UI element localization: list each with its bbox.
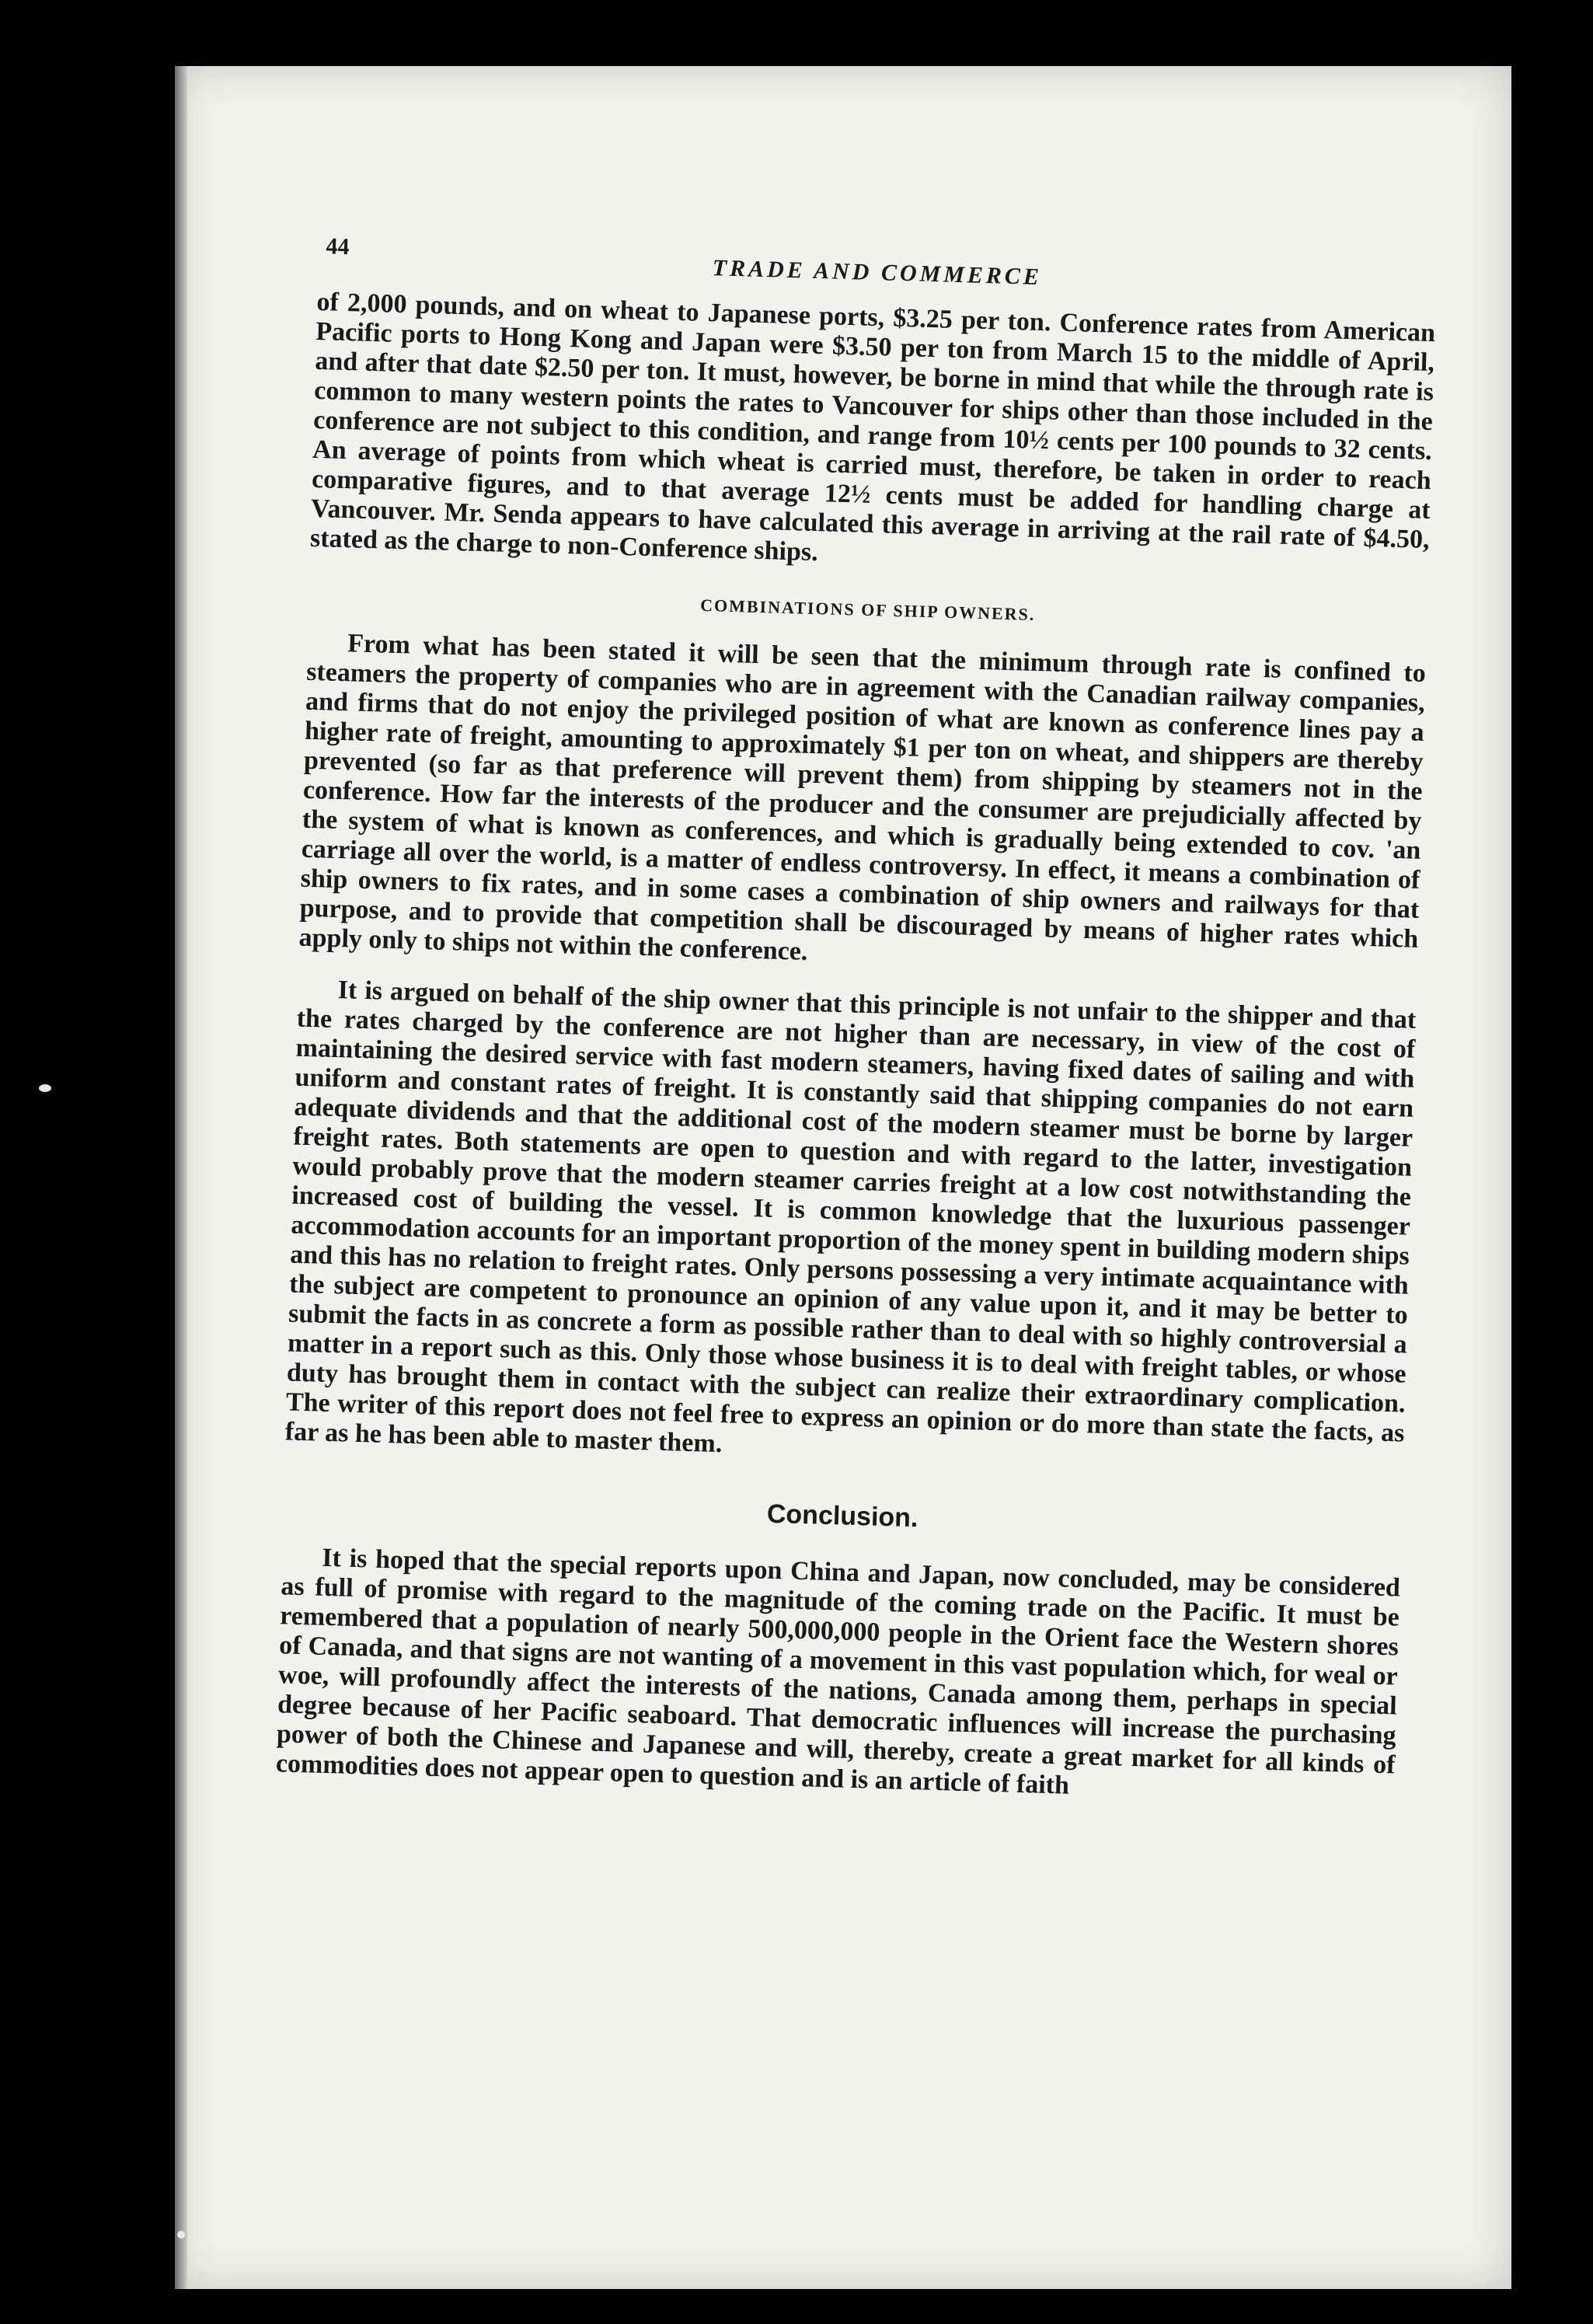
page-content: [275, 233, 1437, 1809]
scan-speck: [39, 1084, 51, 1092]
paragraph-1: of 2,000 pounds, and on wheat to Japanese ports, $3.25 per ton. Conference rates from American Pacific ports to Hong Kong and Japan were $3.50 per ton from March 15 to the middle of April, and after that date $2.50 per ton. It must, however, be borne in mind that while the through rate is common to many western points the rates to Vancouver for ships other than those included in the conference are not subject to this condition, and range from 10½ cents per 100 pounds to 32 cents. An average of points from which wheat is carried must, therefore, be taken in order to reach comparative figures, and to that average 12½ cents must be added for handling charge at Vancouver. Mr. Senda appears to have calculated this average in arriving at the rail rate of $4.50, stated as the charge to non-Conference ships.: [309, 287, 1436, 567]
paragraph-3: It is argued on behalf of the ship owner that this principle is not unfair to the shipper and that the rates charged by the conference are not higher than are necessary, in view of the cost of maintaining the desired service with fast modern steamers, having fixed dates of sailing and with uniform and constant rates of freight. It is constantly said that shipping companies do not earn adequate dividends and that the additional cost of the modern steamer must be borne by larger freight rates. Both statements are open to question and with regard to the latter, investigation would probably prove that the modern steamer carries freight at a low cost notwithstanding the increased cost of building the vessel. It is common knowledge that the luxurious passenger accommodation accounts for an important proportion of the money spent in building modern ships and this has no relation to freight rates. Only persons possessing a very intimate acquaintance with the subject are competent to pronounce an opinion of any value upon it, and it may be better to submit the facts in as concrete a form as possible rather than to deal with so highly controversial a matter in a report such as this. Only those whose business it is to deal with freight tables, or whose duty has brought them in contact with the subject can realize their extraordinary complication. The writer of this report does not feel free to express an opinion or do more than state the facts, as far as he has been able to master them.: [284, 975, 1417, 1459]
running-head: TRADE AND COMMERCE: [712, 255, 1043, 291]
page-number: 44: [326, 233, 350, 260]
section-heading: COMBINATIONS OF SHIP OWNERS.: [699, 595, 1036, 624]
conclusion-heading: Conclusion.: [766, 1499, 919, 1534]
paragraph-2: From what has been stated it will be seen that the minimum through rate is confined to steamers the property of companies who are in agreement with the Canadian railway companies, and firms that do not enjoy the privileged position of what are known as conference lines pay a higher rate of freight, amounting to approximately $1 per ton on wheat, and shippers are thereby prevented (so far as that preference will prevent them) from shipping by steamers not in the conference. How far the interests of the producer and the consumer are prejudicially affected by the system of what is known as conferences, and which is gradually being extended to cov. 'an carriage all over the world, is a matter of endless controversy. In effect, it means a combination of ship owners to fix rates, and in some cases a combination of ship owners and railways for that purpose, and to provide that competition shall be discouraged by means of higher rates which apply only to ships not within the conference.: [298, 629, 1427, 966]
binding-edge: [175, 66, 187, 2289]
paragraph-4: It is hoped that the special reports upon China and Japan, now concluded, may be considered as full of promise with regard to the magnitude of the coming trade on the Pacific. It must be remembered that a population of nearly 500,000,000 people in the Orient face the Western shores of Canada, and that signs are not wanting of a movement in this vast population which, for weal or woe, will profoundly affect the interests of the nations, Canada among them, perhaps in special degree because of her Pacific seaboard. That democratic influences will increase the purchasing power of both the Chinese and Japanese and will, thereby, create a great market for all kinds of commodities does not appear open to question and is an article of faith: [275, 1543, 1401, 1800]
scan-speck: [177, 2231, 185, 2239]
